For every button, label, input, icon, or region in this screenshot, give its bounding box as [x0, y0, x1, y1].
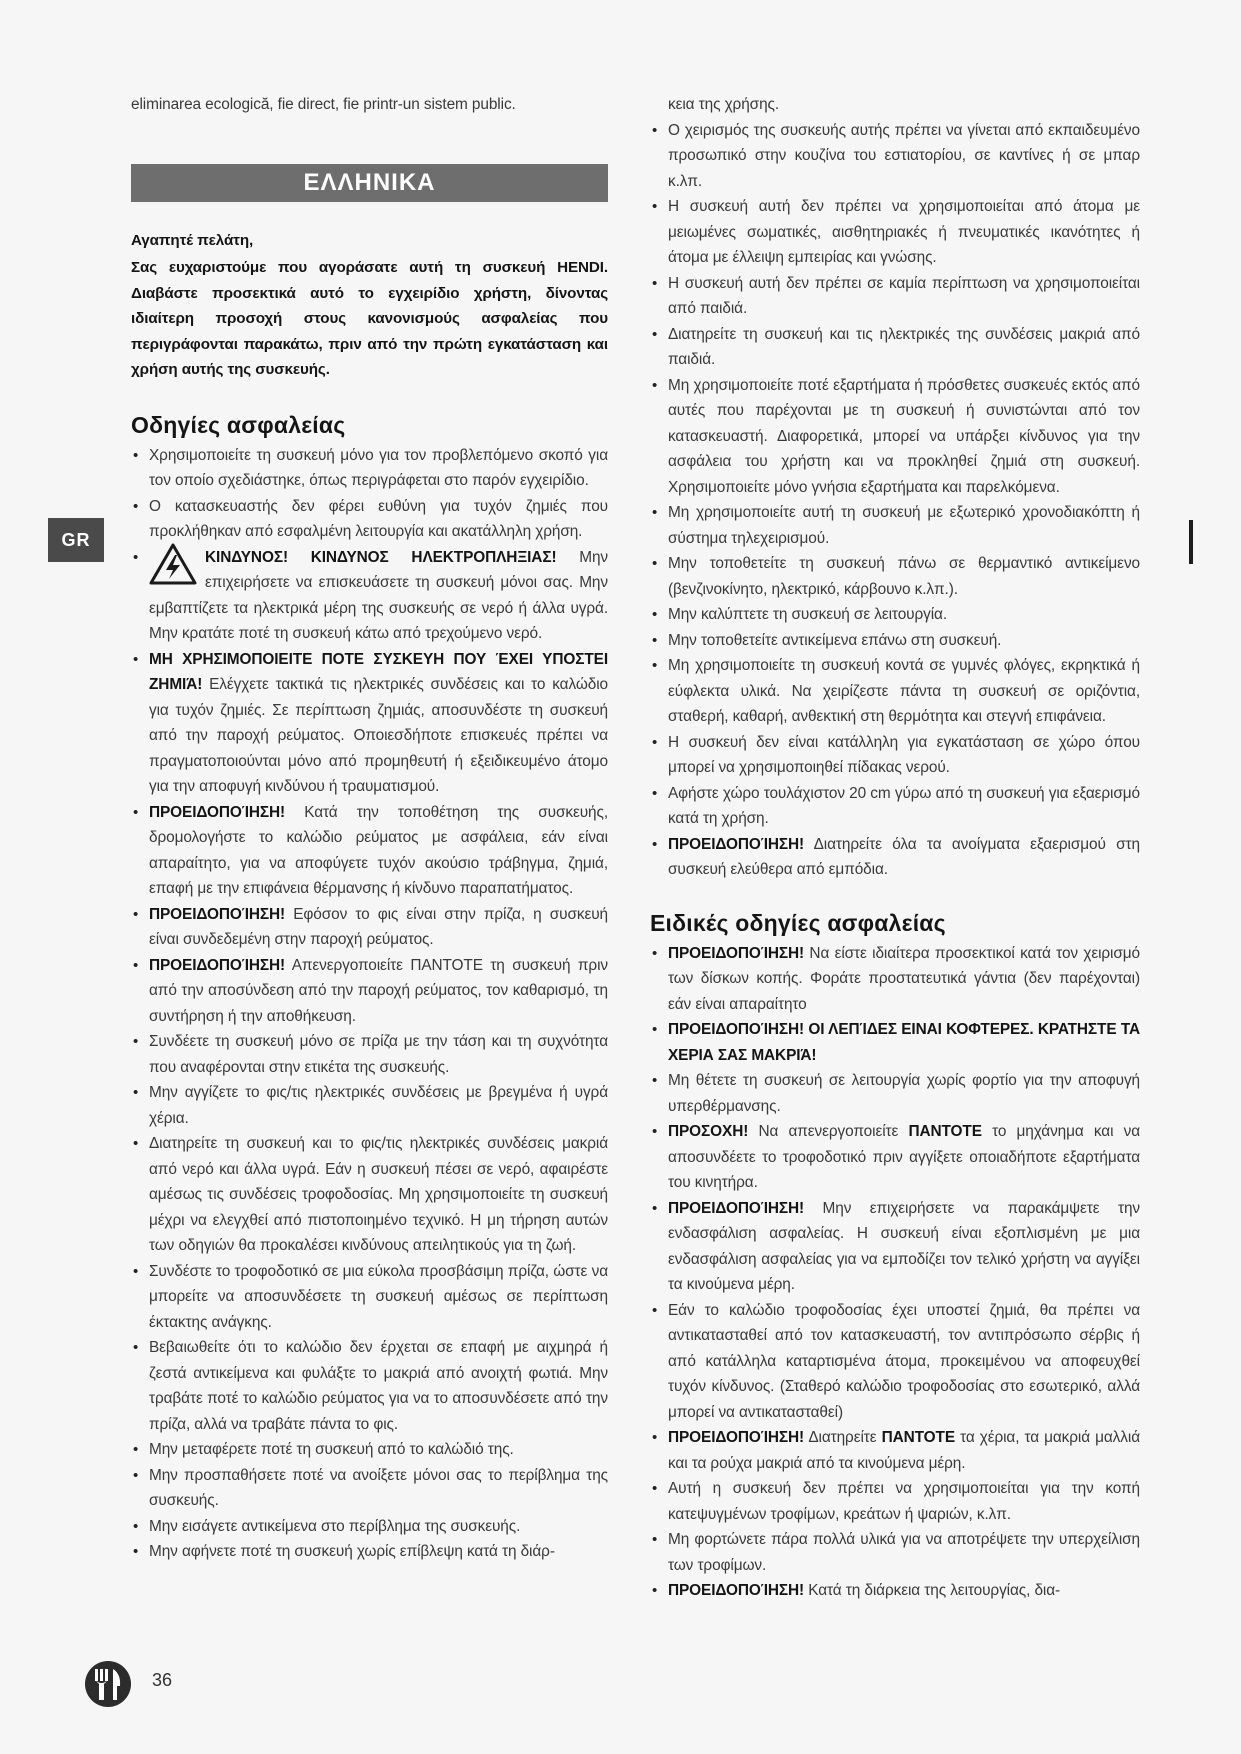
list-item: • Μην προσπαθήσετε ποτέ να ανοίξετε μόνοι σας το περίβλημα της συσκευής. [131, 1463, 608, 1514]
list-item [131, 647, 608, 800]
continued-text: κεια της χρήσης. [668, 96, 780, 113]
item-text: Διατηρείτε όλα τα ανοίγματα εξαερισμού στη συσκευή ελεύθερα από εμπόδια. [668, 835, 1140, 878]
list-item: • Η συσκευή δεν είναι κατάλληλη για εγκατάσταση σε χώρο όπου μπορεί να χρησιμοποιηθεί πίδακας νερού. [650, 730, 1140, 781]
language-side-tab: GR [48, 518, 104, 562]
page-number: 36 [152, 1670, 173, 1690]
list-item [131, 800, 608, 902]
list-item: • Ο χειρισμός της συσκευής αυτής πρέπει να γίνεται από εκπαιδευμένο προσωπικό στην κουζίνα του εστιατορίου, σε καντίνες ή σε μπαρ κ.λπ. [650, 118, 1140, 195]
list-item: • Αφήστε χώρο τουλάχιστον 20 cm γύρω από τη συσκευή για εξαερισμό κατά τη χρήση. [650, 781, 1140, 832]
list-item [650, 1578, 1140, 1604]
top-line-text: eliminarea ecologică, fie direct, fie printr-un sistem public. [131, 96, 516, 113]
list-item: • Η συσκευή αυτή δεν πρέπει σε καμία περίπτωση να χρησιμοποιείται από παιδιά. [650, 271, 1140, 322]
keyword: ΠΡΟΕΙΔΟΠΟΊΗΣΗ! [149, 905, 286, 923]
safety-list [131, 443, 608, 1565]
item-text: Διατηρείτε [804, 1429, 882, 1446]
item-text: το μηχάνημα και να αποσυνδέετε το τροφοδοτικό πριν αγγίξετε οποιαδήποτε εξαρτήματα του κινητήρα. [668, 1123, 1140, 1191]
safety-heading: Οδηγίες ασφαλείας [131, 411, 346, 438]
list-item: • Μην καλύπτετε τη συσκευή σε λειτουργία. [650, 602, 1140, 628]
intro-block [131, 228, 608, 383]
list-item: • Διατηρείτε τη συσκευή και το φις/τις ηλεκτρικές συνδέσεις μακριά από νερό και άλλα υγρά. Εάν η συσκευή πέσει σε νερό, αφαιρέστε αμέσως τις συνδέσεις τροφοδοσίας. Μη χρησιμοποιείτε τη συσκευή μέχρι να ελεγχθεί από πιστοποιημένο τεχνικό. Η μη τήρηση αυτών των οδηγιών θα προκαλέσει κινδύνους απειλητικούς για τη ζωή. [131, 1131, 608, 1259]
item-text: Μην επιχειρήσετε να παρακάμψετε την ενδασφάλιση ασφαλείας. Η συσκευή είναι εξοπλισμένη με μια ενδασφάλιση ασφαλείας για να εμποδίζει τον τελικό χρήστη να αγγίξει τα κινούμενα μέρη. [668, 1199, 1140, 1293]
list-item [131, 953, 608, 1030]
item-text: Ελέγχετε τακτικά τις ηλεκτρικές συνδέσεις και το καλώδιο για τυχόν ζημιές. Σε περίπτωση ζημιάς, αποσυνδέστε τη συσκευή από την παροχή ρεύματος. Οποιεσδήποτε επισκευές πρέπει να πραγματοποιούνται μόνο από προμηθευτή ή εξειδικευμένο άτομο για την αποφυγή κινδύνου ή τραυματισμού. [149, 676, 608, 795]
list-item: • Μη θέτετε τη συσκευή σε λειτουργία χωρίς φορτίο για την αποφυγή υπερθέρμανσης. [650, 1068, 1140, 1119]
list-item [650, 1196, 1140, 1298]
list-item: • Εάν το καλώδιο τροφοδοσίας έχει υποστεί ζημιά, θα πρέπει να αντικατασταθεί από τον κατασκευαστή, τον αντιπρόσωπο σέρβις ή από κατάλληλα καταρτισμένα άτομα, προκειμένου να αποφευχθεί τυχόν κίνδυνος. (Σταθερό καλώδιο τροφοδοσίας στο εσωτερικό, αλλά μπορεί να αντικατασταθεί) [650, 1298, 1140, 1426]
list-item: • Αυτή η συσκευή δεν πρέπει να χρησιμοποιείται για την κοπή κατεψυγμένων τροφίμων, κρεάτων ή ψαριών, κ.λπ. [650, 1476, 1140, 1527]
item-text: Εφόσον το φις είναι στην πρίζα, η συσκευή είναι συνδεδεμένη στην παροχή ρεύματος. [149, 905, 608, 948]
list-item [650, 1017, 1140, 1068]
hendi-fork-knife-logo-icon [84, 1660, 132, 1708]
keyword: ΠΡΟΕΙΔΟΠΟΊΗΣΗ! [149, 956, 286, 974]
list-item: • Μη χρησιμοποιείτε ποτέ εξαρτήματα ή πρόσθετες συσκευές εκτός από αυτές που παρέχονται με τη συσκευή ή συνιστώνται από τον κατασκευαστή. Διαφορετικά, μπορεί να υπάρξει κίνδυνος για την ασφάλεια του χρήστη και να προκληθεί ζημιά στη συσκευή. Χρησιμοποιείτε μόνο γνήσια εξαρτήματα και παρελκόμενα. [650, 373, 1140, 501]
left-column [131, 92, 608, 1565]
keyword: ΠΑΝΤΟΤΕ [881, 1429, 956, 1446]
keyword: ΠΡΟΕΙΔΟΠΟΊΗΣΗ! [149, 803, 286, 821]
list-item: • Συνδέετε τη συσκευή μόνο σε πρίζα με την τάση και τη συχνότητα που αναφέρονται στην ετικέτα της συσκευής. [131, 1029, 608, 1080]
keyword: ΠΑΝΤΟΤΕ [908, 1123, 982, 1140]
item-text: Να απενεργοποιείτε [748, 1123, 909, 1140]
list-item: • Ο κατασκευαστής δεν φέρει ευθύνη για τυχόν ζημιές που προκλήθηκαν από εσφαλμένη λειτουργία και ακατάλληλη χρήση. [131, 494, 608, 545]
list-item: • Μην εισάγετε αντικείμενα στο περίβλημα της συσκευής. [131, 1514, 608, 1540]
list-item: • Χρησιμοποιείτε τη συσκευή μόνο για τον προβλεπόμενο σκοπό για τον οποίο σχεδιάστηκε, όπως περιγράφεται στο παρόν εγχειρίδιο. [131, 443, 608, 494]
list-item [650, 1119, 1140, 1196]
margin-marker-bar [1189, 520, 1193, 564]
danger-keyword: ΚΙΝΔΥΝΟΣ! ΚΙΝΔΥΝΟΣ ΗΛΕΚΤΡΟΠΛΗΞΙΑΣ! [205, 548, 557, 566]
language-header: ΕΛΛΗΝΙΚΑ [131, 164, 608, 202]
electric-hazard-warning-icon [149, 543, 197, 585]
list-item: • Μη χρησιμοποιείτε τη συσκευή κοντά σε γυμνές φλόγες, εκρηκτικά ή εύφλεκτα υλικά. Να χειρίζεστε πάντα τη συσκευή σε οριζόντια, σταθερή, καθαρή, ανθεκτική στη θερμότητα και στεγνή επιφάνεια. [650, 653, 1140, 730]
keyword: ΠΡΟΕΙΔΟΠΟΊΗΣΗ! [668, 1199, 805, 1217]
list-item: • Μη χρησιμοποιείτε αυτή τη συσκευή με εξωτερικό χρονοδιακόπτη ή σύστημα τηλεχειρισμού. [650, 500, 1140, 551]
item-text: τα χέρια, τα μακριά μαλλιά και τα ρούχα μακριά από τα κινούμενα μέρη. [668, 1429, 1140, 1472]
list-item: • Μην μεταφέρετε ποτέ τη συσκευή από το καλώδιό της. [131, 1437, 608, 1463]
special-safety-heading: Ειδικές οδηγίες ασφαλείας [650, 909, 946, 936]
item-text: Κατά την τοποθέτηση της συσκευής, δρομολογήστε το καλώδιο ρεύματος με ασφάλεια, εάν είναι απαραίτητο, για να αποφύγετε τυχόν ακούσιο τράβηγμα, ζημιά, επαφή με την επιφάνεια θέρμανσης ή κίνδυνο παραπατήματος. [149, 803, 608, 897]
list-item [131, 902, 608, 953]
item-text: Κατά τη διάρκεια της λειτουργίας, δια- [804, 1582, 1061, 1599]
keyword: ΠΡΟΕΙΔΟΠΟΊΗΣΗ! [668, 1429, 805, 1446]
list-item: • Μην αφήνετε ποτέ τη συσκευή χωρίς επίβλεψη κατά τη διάρ- [131, 1539, 608, 1565]
list-item [650, 832, 1140, 883]
list-item: • Μην τοποθετείτε τη συσκευή πάνω σε θερμαντικό αντικείμενο (βενζινοκίνητο, ηλεκτρικό, κάρβουνο κ.λπ.). [650, 551, 1140, 602]
safety-list-continued [650, 118, 1140, 883]
list-item: • Η συσκευή αυτή δεν πρέπει να χρησιμοποιείται από άτομα με μειωμένες σωματικές, αισθητηριακές ή πνευματικές ικανότητες ή άτομα με έλλειψη εμπειρίας και γνώσης. [650, 194, 1140, 271]
list-item: • Μην αγγίζετε το φις/τις ηλεκτρικές συνδέσεις με βρεγμένα ή υγρά χέρια. [131, 1080, 608, 1131]
list-item-danger [131, 545, 608, 647]
danger-text: Μην επιχειρήσετε να επισκευάσετε τη συσκευή μόνοι σας. Μην εμβαπτίζετε τα ηλεκτρικά μέρη της συσκευής σε νερό ή άλλα υγρά. Μην κρατάτε ποτέ τη συσκευή κάτω από τρεχούμενο νερό. [149, 548, 609, 642]
intro-text: Σας ευχαριστούμε που αγοράσατε αυτή τη συσκευή HENDI. Διαβάστε προσεκτικά αυτό το εγχειρίδιο χρήστη, δίνοντας ιδιαίτερη προσοχή στους κανονισμούς ασφαλείας που περιγράφονται παρακάτω, πριν από την πρώτη εγκατάσταση και χρήση αυτής της συσκευής. [131, 259, 608, 378]
keyword: ΠΡΟΕΙΔΟΠΟΊΗΣΗ! [668, 944, 805, 962]
list-item: • Μην τοποθετείτε αντικείμενα επάνω στη συσκευή. [650, 628, 1140, 654]
greeting-text: Αγαπητέ πελάτη, [131, 231, 254, 249]
list-item: • Διατηρείτε τη συσκευή και τις ηλεκτρικές της συνδέσεις μακριά από παιδιά. [650, 322, 1140, 373]
right-column [650, 92, 1140, 1604]
item-text: Να είστε ιδιαίτερα προσεκτικοί κατά τον χειρισμό των δίσκων κοπής. Φοράτε προστατευτικά γάντια (δεν παρέχονται) εάν είναι απαραίτητο [668, 944, 1140, 1013]
list-item: • Βεβαιωθείτε ότι το καλώδιο δεν έρχεται σε επαφή με αιχμηρά ή ζεστά αντικείμενα και φυλάξτε το μακριά από ανοιχτή φωτιά. Μην τραβάτε ποτέ το καλώδιο ρεύματος για να το αποσυνδέσετε από την πρίζα, αλλά να τραβάτε πάντα το φις. [131, 1335, 608, 1437]
keyword: ΠΡΟΕΙΔΟΠΟΊΗΣΗ! [668, 835, 805, 853]
keyword: ΠΡΟΕΙΔΟΠΟΊΗΣΗ! ΟΙ ΛΕΠΊΔΕΣ ΕΙΝΑΙ ΚΟΦΤΕΡΕΣ. ΚΡΑΤΗΣΤΕ ΤΑ ΧΕΡΙΑ ΣΑΣ ΜΑΚΡΙΆ! [668, 1021, 1140, 1064]
item-text: Απενεργοποιείτε ΠΑΝΤΟΤΕ τη συσκευή πριν από την αποσύνδεση από την παροχή ρεύματος, τον καθαρισμό, τη συντήρηση ή την αποθήκευση. [149, 956, 608, 1025]
special-safety-list [650, 941, 1140, 1604]
list-item [650, 941, 1140, 1018]
keyword: ΠΡΟΕΙΔΟΠΟΊΗΣΗ! [668, 1582, 805, 1599]
list-item [650, 1425, 1140, 1476]
list-item: • Μη φορτώνετε πάρα πολλά υλικά για να αποτρέψετε την υπερχείλιση των τροφίμων. [650, 1527, 1140, 1578]
list-item: • Συνδέστε το τροφοδοτικό σε μια εύκολα προσβάσιμη πρίζα, ώστε να μπορείτε να αποσυνδέσετε τη συσκευή αμέσως σε περίπτωση έκτακτης ανάγκης. [131, 1259, 608, 1336]
keyword: ΠΡΟΣΟΧΗ! [668, 1123, 749, 1140]
keyword: ΜΗ ΧΡΗΣΙΜΟΠΟΙΕΙΤΕ ΠΟΤΕ ΣΥΣΚΕΥΗ ΠΟΥ ΈΧΕΙ ΥΠΟΣΤΕΙ ΖΗΜΙΆ! [149, 650, 608, 693]
